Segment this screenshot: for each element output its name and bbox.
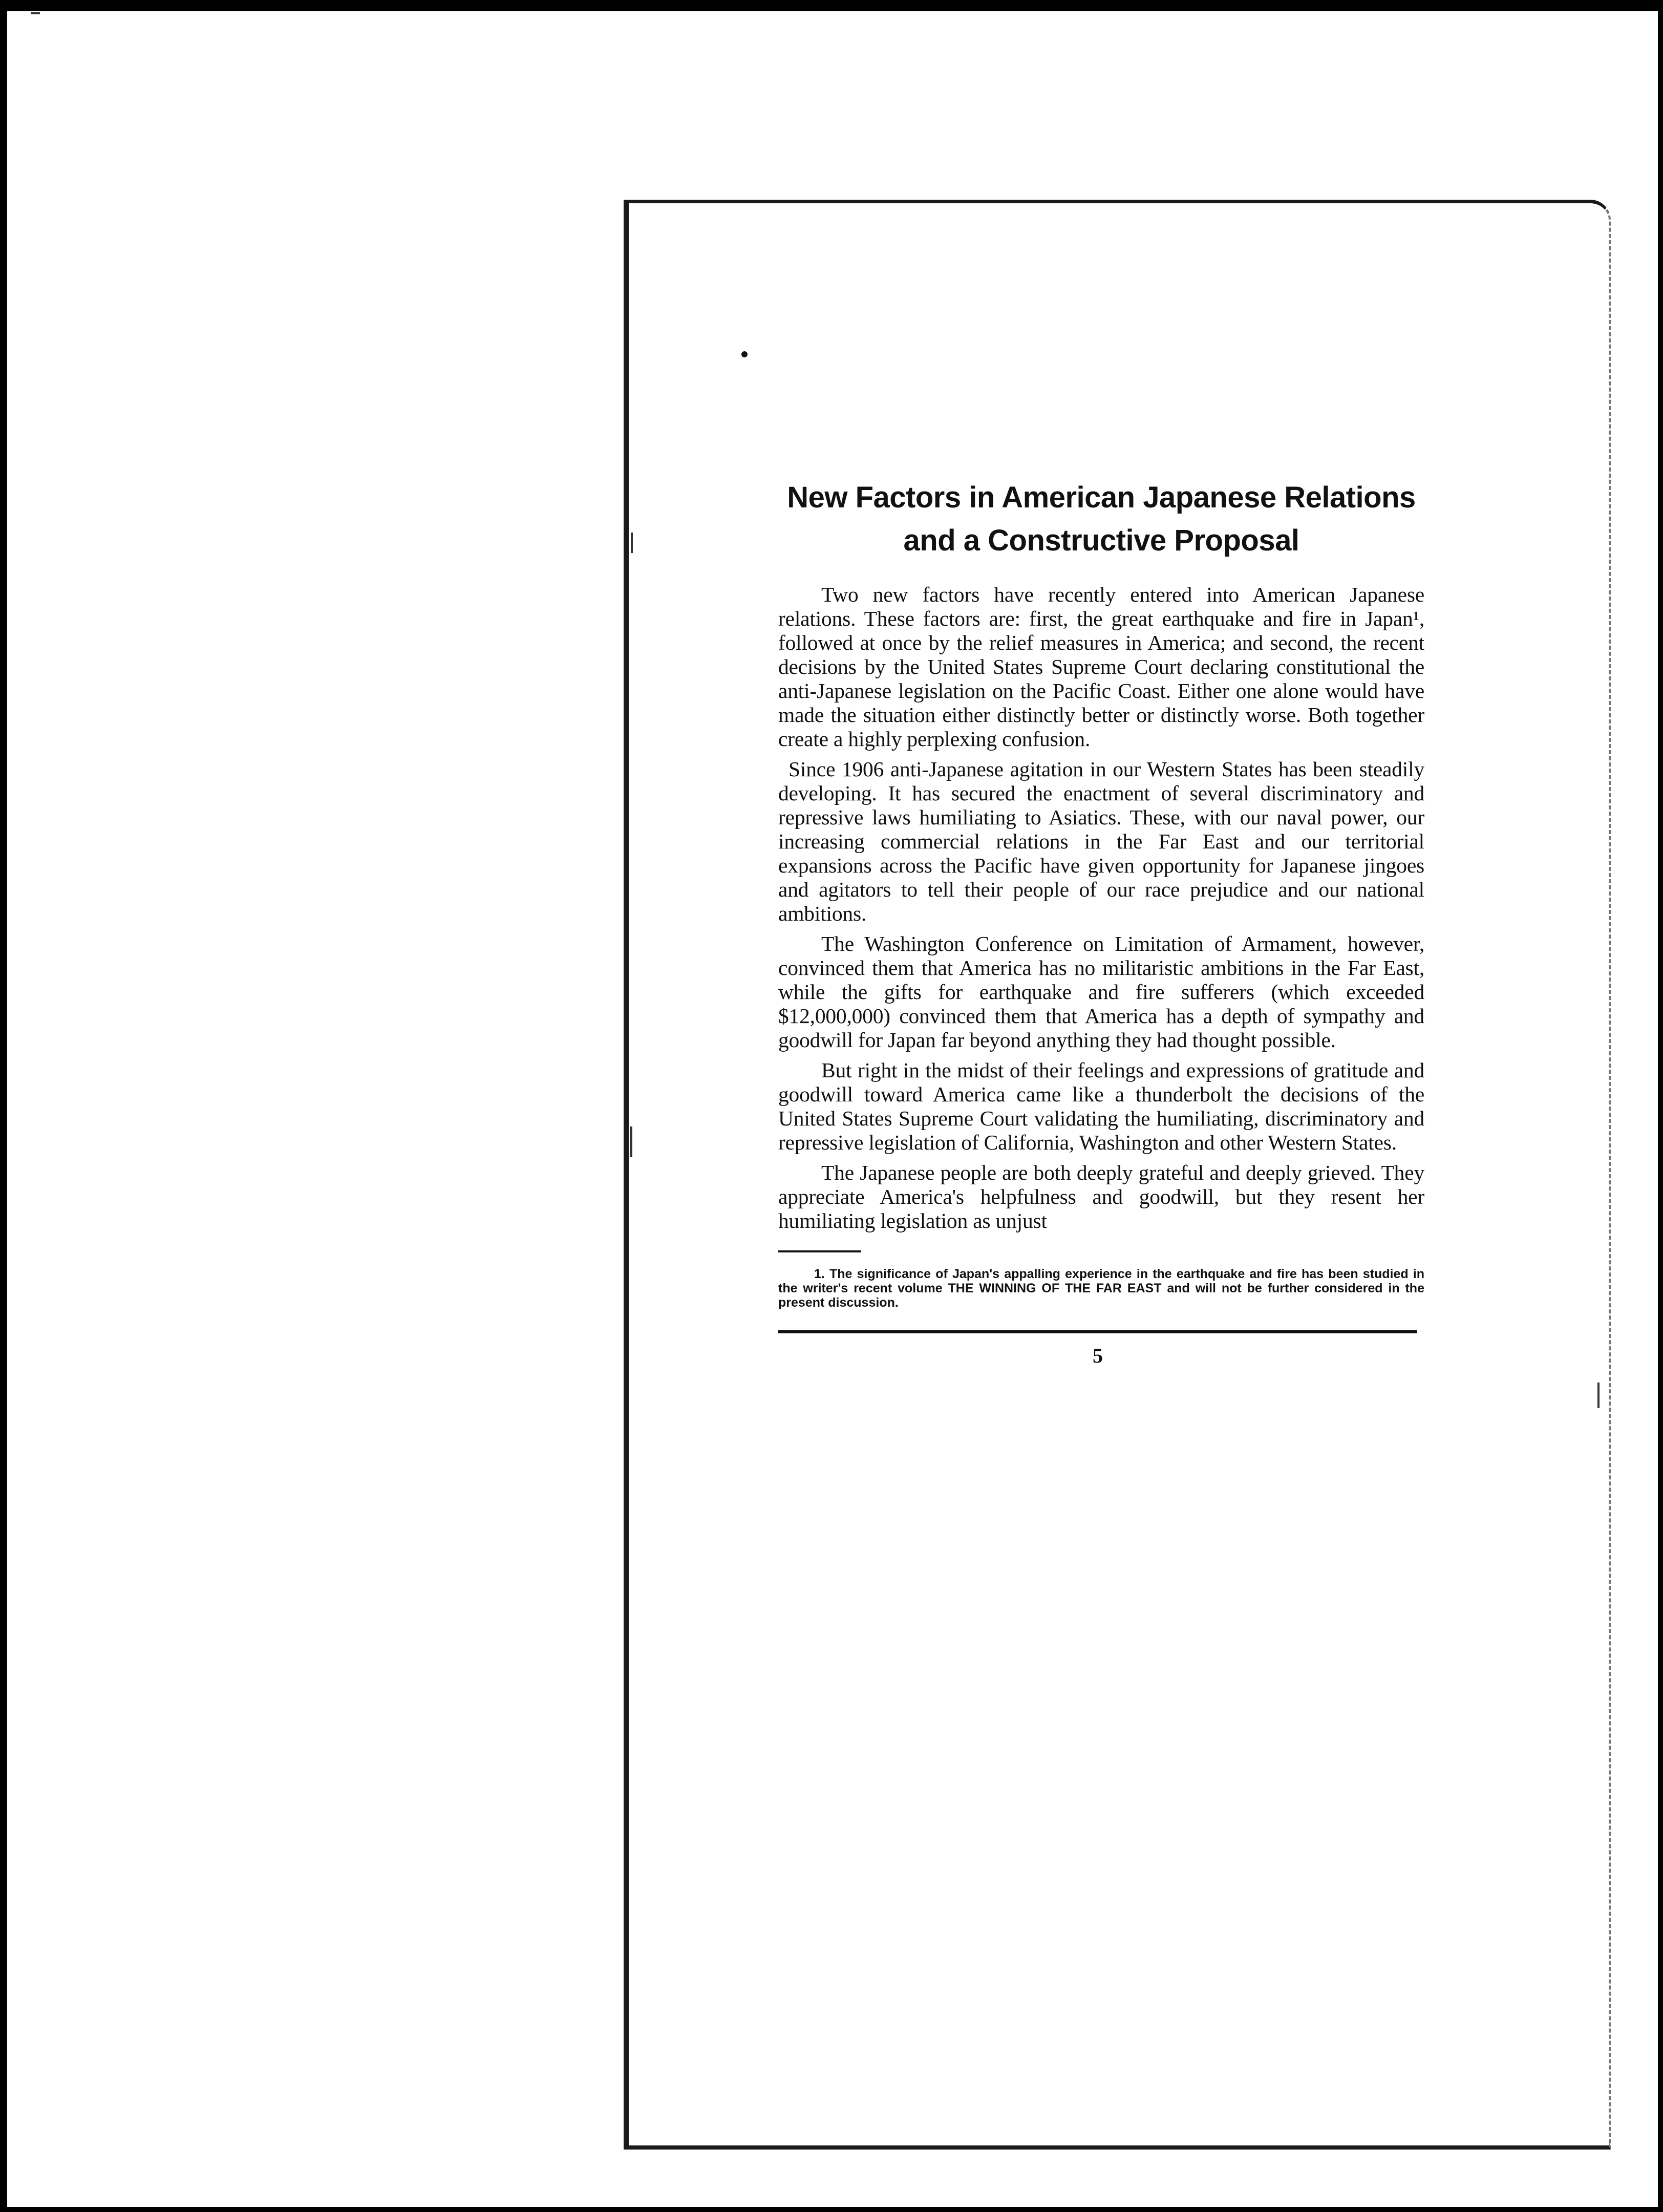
page-number: 5 — [1093, 1344, 1103, 1367]
scan-border-top — [0, 0, 1663, 11]
paragraph-3: The Washington Conference on Limitation of Armament, however, convinced them that America has no militaristic ambitions in the Far East, while the gifts for earthquake and fire sufferers (which exceeded $12,000,000) convinced them that America has a depth of sympathy and goodwill for Japan far beyond anything they had thought possible. — [778, 932, 1424, 1052]
scan-border-left — [0, 0, 7, 2212]
footnote-divider — [778, 1250, 861, 1252]
document-title — [778, 476, 1424, 562]
ink-dot — [741, 351, 748, 357]
paragraph-1: Two new factors have recently entered into American Japanese relations. These factors are: first, the great earthquake and fire in Japan¹, followed at once by the relief measures in America; and second, the recent decisions by the United States Supreme Court declaring constitutional the anti-Japanese legislation on the Pacific Coast. Either one alone would have made the situation either distinctly better or distinctly worse. Both together create a highly perplexing confusion. — [778, 583, 1424, 751]
paragraph-2: Since 1906 anti-Japanese agitation in our Western States has been steadily developing. It has secured the enactment of several discriminatory and repressive laws humiliating to Asiatics. These, with our naval power, our increasing commercial relations in the Far East and our territorial expansions across the Pacific have given opportunity for Japanese jingoes and agitators to tell their people of our race prejudice and our national ambitions. — [778, 757, 1424, 925]
scan-speck — [630, 1126, 632, 1157]
scan-speck — [631, 533, 633, 553]
title-line-1: New Factors in American Japanese Relations — [787, 481, 1416, 514]
title-line-2: and a Constructive Proposal — [903, 524, 1299, 557]
footnote: 1. The significance of Japan's appalling experience in the earthquake and fire has been studied in the writer's recent volume THE WINNING OF THE FAR EAST and will not be further considered in the present discussion. — [778, 1267, 1424, 1310]
scan-border-right — [1658, 0, 1663, 2212]
page-bottom-rule — [778, 1330, 1417, 1333]
scan-speck — [31, 12, 40, 14]
paragraph-5: The Japanese people are both deeply grateful and deeply grieved. They appreciate America's helpfulness and goodwill, but they resent her humiliating legislation as unjust — [778, 1161, 1424, 1232]
paragraph-4: But right in the midst of their feelings and expressions of gratitude and goodwill toward America came like a thunderbolt the decisions of the United States Supreme Court validating the humiliating, discriminatory and repressive legislation of California, Washington and other Western States. — [778, 1058, 1424, 1154]
scan-border-bottom — [0, 2207, 1663, 2212]
scan-speck — [1597, 1382, 1600, 1408]
page-content — [778, 476, 1424, 1368]
